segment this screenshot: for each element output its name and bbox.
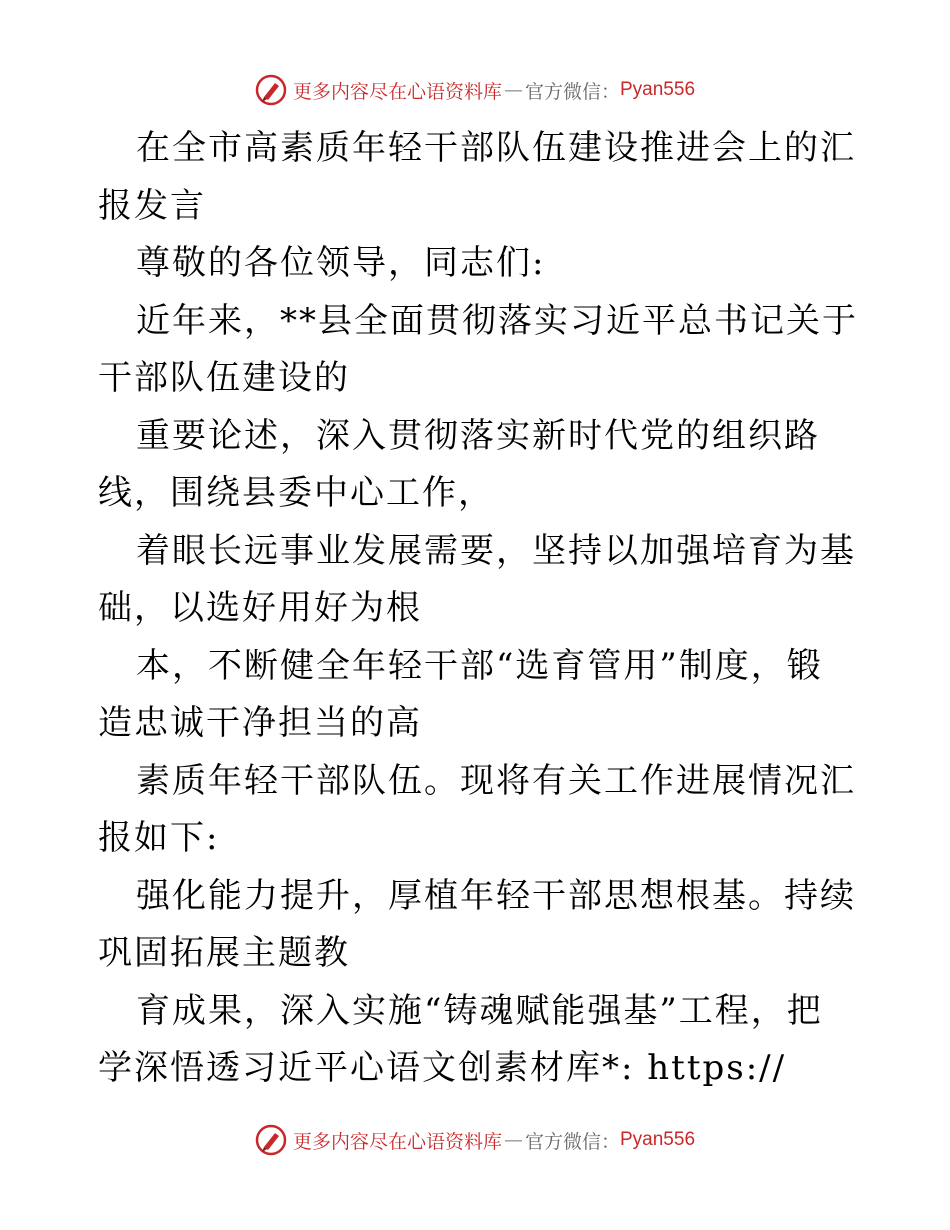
footer-watermark <box>0 1120 950 1160</box>
banner-text: 更多内容尽在心语资料库 <box>292 1130 502 1153</box>
body-paragraph: 素质年轻干部队伍。现将有关工作进展情况汇报如下: <box>98 760 856 858</box>
body-paragraph: 育成果，深入实施“铸魂赋能强基”工程，把学深悟透习近平心语文创素材库*: https:// <box>98 990 823 1088</box>
body-paragraph: 强化能力提升，厚植年轻干部思想根基。持续巩固拓展主题教 <box>98 875 856 973</box>
pen-logo-icon <box>255 74 287 106</box>
banner-label: 官方微信： <box>524 80 620 103</box>
body-paragraph: 本，不断健全年轻干部“选育管用”制度，锻造忠诚干净担当的高 <box>98 645 823 743</box>
banner-text: 更多内容尽在心语资料库 <box>292 80 502 103</box>
banner-wechat-id: Pyan556 <box>620 79 696 100</box>
banner-separator: — <box>503 79 523 101</box>
document-title: 在全市高素质年轻干部队伍建设推进会上的汇报发言 <box>98 128 856 226</box>
salutation: 尊敬的各位领导，同志们: <box>136 243 546 283</box>
document-body <box>98 120 858 1098</box>
pen-logo-icon <box>255 1124 287 1156</box>
body-paragraph: 着眼长远事业发展需要，坚持以加强培育为基础，以选好用好为根 <box>98 530 856 628</box>
header-watermark <box>0 70 950 110</box>
banner-wechat-id: Pyan556 <box>620 1129 696 1150</box>
body-paragraph: 近年来，**县全面贯彻落实习近平总书记关于干部队伍建设的 <box>98 300 858 398</box>
banner-label: 官方微信： <box>524 1130 620 1153</box>
banner-separator: — <box>503 1129 523 1151</box>
body-paragraph: 重要论述，深入贯彻落实新时代党的组织路线，围绕县委中心工作， <box>98 415 820 513</box>
